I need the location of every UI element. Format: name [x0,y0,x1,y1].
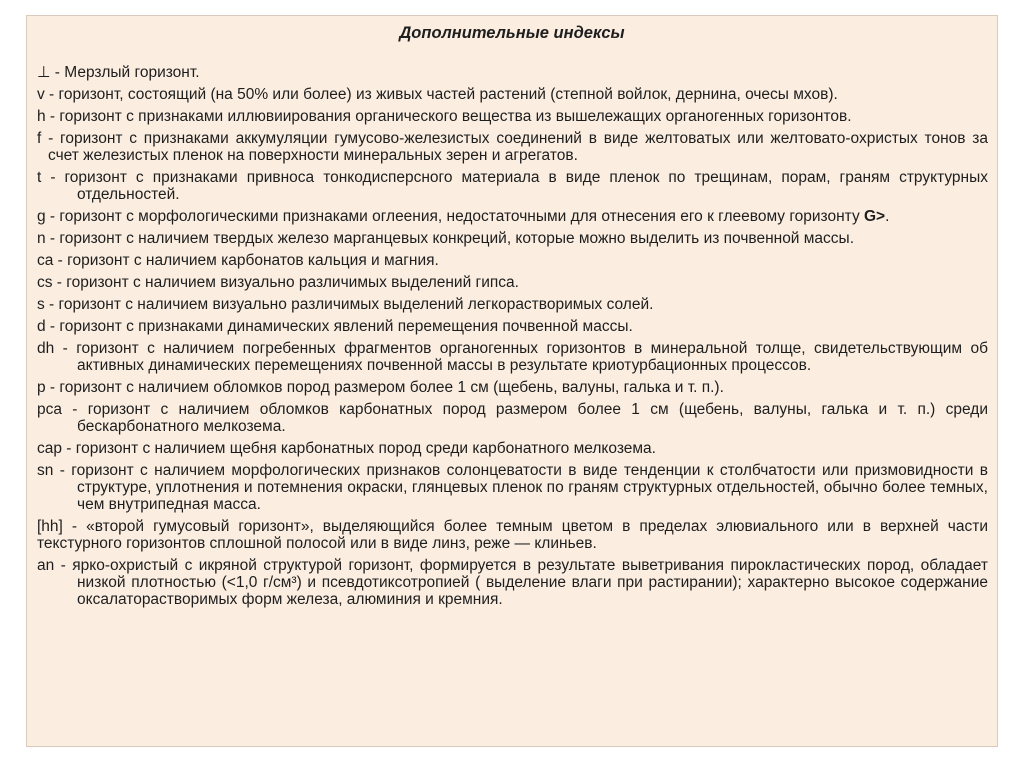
entry-cap: cap - горизонт с наличием щебня карбонатных пород среди карбонатного мелкозема. [37,440,656,457]
entry-g-bold: G> [864,208,886,225]
entry-g-tail: . [885,208,890,225]
entry-frozen: ⊥ - Мерзлый горизонт. [37,64,200,81]
entry-s: s - горизонт с наличием визуально различимых выделений легкорастворимых солей. [37,296,654,313]
entry-an: an - ярко-охристый с икряной структурой горизонт, формируется в результате выветривания пирокластических пород, обладает низкой плотностью (<1,0 г/см³) и псевдотиксотропией ( выделение влаги при растирании); характерно высокое содержание оксалаторастворимых форм железа, алюминия и кремния. [37,557,988,608]
entry-ca: ca - горизонт с наличием карбонатов кальция и магния. [37,252,439,269]
entry-sn: sn - горизонт с наличием морфологических признаков солонцеватости в виде тенденции к столбчатости или призмовидности в структуре, уплотнения и потемнения окраски, глянцевых пленок по граням структурных отдельностей, обычно более темных, чем внутрипедная масса. [37,462,988,513]
entry-g-text: g - горизонт с морфологическими признаками оглеения, недостаточными для отнесения его к глеевому горизонту [37,208,864,225]
entry-hh: [hh] - «второй гумусовый горизонт», выделяющийся более темным цветом в пределах элювиального или в верхней части текстурного горизонтов сплошной полосой или в виде линз, реже — клиньев. [37,518,988,552]
slide-title: Дополнительные индексы [399,24,625,42]
entry-f: f - горизонт с признаками аккумуляции гумусово-железистых соединений в виде желтоватых или желтовато-охристых тонов за счет железистых пленок на поверхности минеральных зерен и агрегатов. [37,130,988,164]
entry-p: p - горизонт с наличием обломков пород размером более 1 см (щебень, валуны, галька и т. п.). [37,379,724,396]
entry-pca: pca - горизонт с наличием обломков карбонатных пород размером более 1 см (щебень, валуны, галька и т. п.) среди бескарбонатного мелкозема. [37,401,988,435]
entry-n: n - горизонт с наличием твердых железо марганцевых конкреций, которые можно выделить из почвенной массы. [37,230,854,247]
entry-dh: dh - горизонт с наличием погребенных фрагментов органогенных горизонтов в минеральной толще, свидетельствующим об активных динамических перемещениях почвенной массы в результате криотурбационных процессов. [37,340,988,374]
entry-t: t - горизонт с признаками привноса тонкодисперсного материала в виде пленок по трещинам, порам, граням структурных отдельностей. [37,169,988,203]
entry-g [37,208,988,225]
entry-d: d - горизонт с признаками динамических явлений перемещения почвенной массы. [37,318,633,335]
entry-cs: cs - горизонт с наличием визуально различимых выделений гипса. [37,274,519,291]
entry-h: h - горизонт с признаками иллювиирования органического вещества из вышележащих органогенных горизонтов. [37,108,852,125]
entry-v: v - горизонт, состоящий (на 50% или более) из живых частей растений (степной войлок, дернина, очесы мхов). [37,86,838,103]
slide [26,15,998,747]
index-list [37,64,988,613]
